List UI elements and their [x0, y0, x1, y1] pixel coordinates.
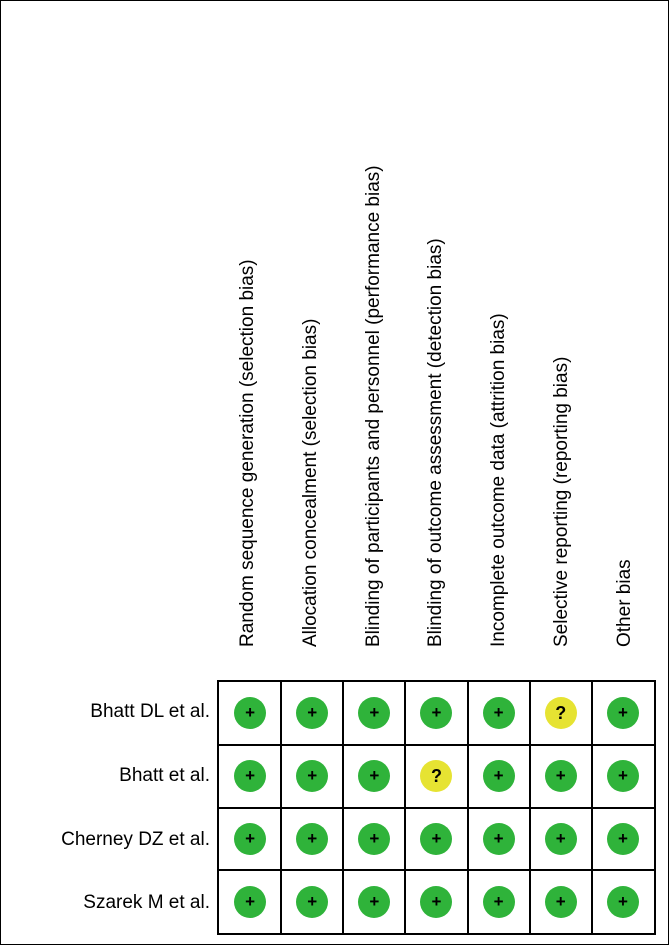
low-risk-icon: + [358, 760, 390, 792]
rating-cell [219, 870, 281, 933]
low-risk-icon: + [545, 823, 577, 855]
rating-cell [530, 808, 592, 871]
study-label: Cherney DZ et al. [61, 828, 210, 850]
low-risk-icon: + [607, 760, 639, 792]
rating-cell [468, 870, 530, 933]
rating-cell [530, 682, 592, 745]
column-header [468, 11, 531, 671]
column-header [342, 11, 405, 671]
risk-of-bias-grid [217, 680, 656, 935]
column-header-label: Other bias [613, 559, 635, 647]
rating-cell [468, 808, 530, 871]
rating-cell [468, 682, 530, 745]
rating-cell [281, 870, 343, 933]
low-risk-icon: + [420, 697, 452, 729]
rating-cell [530, 745, 592, 808]
low-risk-icon: + [358, 823, 390, 855]
rating-cell [592, 682, 654, 745]
column-header-label: Selective reporting (reporting bias) [550, 356, 572, 647]
low-risk-icon: + [296, 823, 328, 855]
rating-cell [219, 682, 281, 745]
rating-cell [468, 745, 530, 808]
low-risk-icon: + [234, 886, 266, 918]
rating-cell [281, 808, 343, 871]
low-risk-icon: + [483, 760, 515, 792]
study-label: Szarek M et al. [83, 892, 210, 914]
study-label: Bhatt DL et al. [90, 701, 210, 722]
low-risk-icon: + [296, 697, 328, 729]
column-header-label: Blinding of outcome assessment (detection bias) [425, 238, 447, 647]
column-header [593, 11, 656, 671]
column-header-label: Random sequence generation (selection bias) [237, 259, 259, 647]
rating-cell [405, 808, 467, 871]
column-header-label: Allocation concealment (selection bias) [300, 318, 322, 647]
column-header [280, 11, 343, 671]
rating-cell [281, 745, 343, 808]
low-risk-icon: + [234, 697, 266, 729]
rating-cell [281, 682, 343, 745]
rating-cell [530, 870, 592, 933]
rating-cell [343, 745, 405, 808]
low-risk-icon: + [545, 886, 577, 918]
rating-cell [219, 745, 281, 808]
column-header [405, 11, 468, 671]
low-risk-icon: + [420, 823, 452, 855]
low-risk-icon: + [358, 886, 390, 918]
rating-cell [592, 808, 654, 871]
column-header [217, 11, 280, 671]
rating-cell [592, 745, 654, 808]
rating-cell [405, 745, 467, 808]
column-header-label: Blinding of participants and personnel (performance bias) [362, 165, 384, 647]
low-risk-icon: + [296, 760, 328, 792]
low-risk-icon: + [420, 886, 452, 918]
low-risk-icon: + [358, 697, 390, 729]
rating-cell [405, 682, 467, 745]
unclear-risk-icon: ? [420, 760, 452, 792]
rating-cell [405, 870, 467, 933]
low-risk-icon: + [234, 823, 266, 855]
low-risk-icon: + [483, 886, 515, 918]
rating-cell [343, 808, 405, 871]
low-risk-icon: + [607, 823, 639, 855]
low-risk-icon: + [483, 697, 515, 729]
low-risk-icon: + [607, 697, 639, 729]
rating-cell [592, 870, 654, 933]
low-risk-icon: + [296, 886, 328, 918]
low-risk-icon: + [234, 760, 266, 792]
low-risk-icon: + [483, 823, 515, 855]
unclear-risk-icon: ? [545, 697, 577, 729]
rating-cell [219, 808, 281, 871]
rating-cell [343, 682, 405, 745]
column-header-label: Incomplete outcome data (attrition bias) [488, 313, 510, 647]
study-label: Bhatt et al. [119, 764, 210, 786]
rating-cell [343, 870, 405, 933]
low-risk-icon: + [545, 760, 577, 792]
low-risk-icon: + [607, 886, 639, 918]
column-header [531, 11, 594, 671]
